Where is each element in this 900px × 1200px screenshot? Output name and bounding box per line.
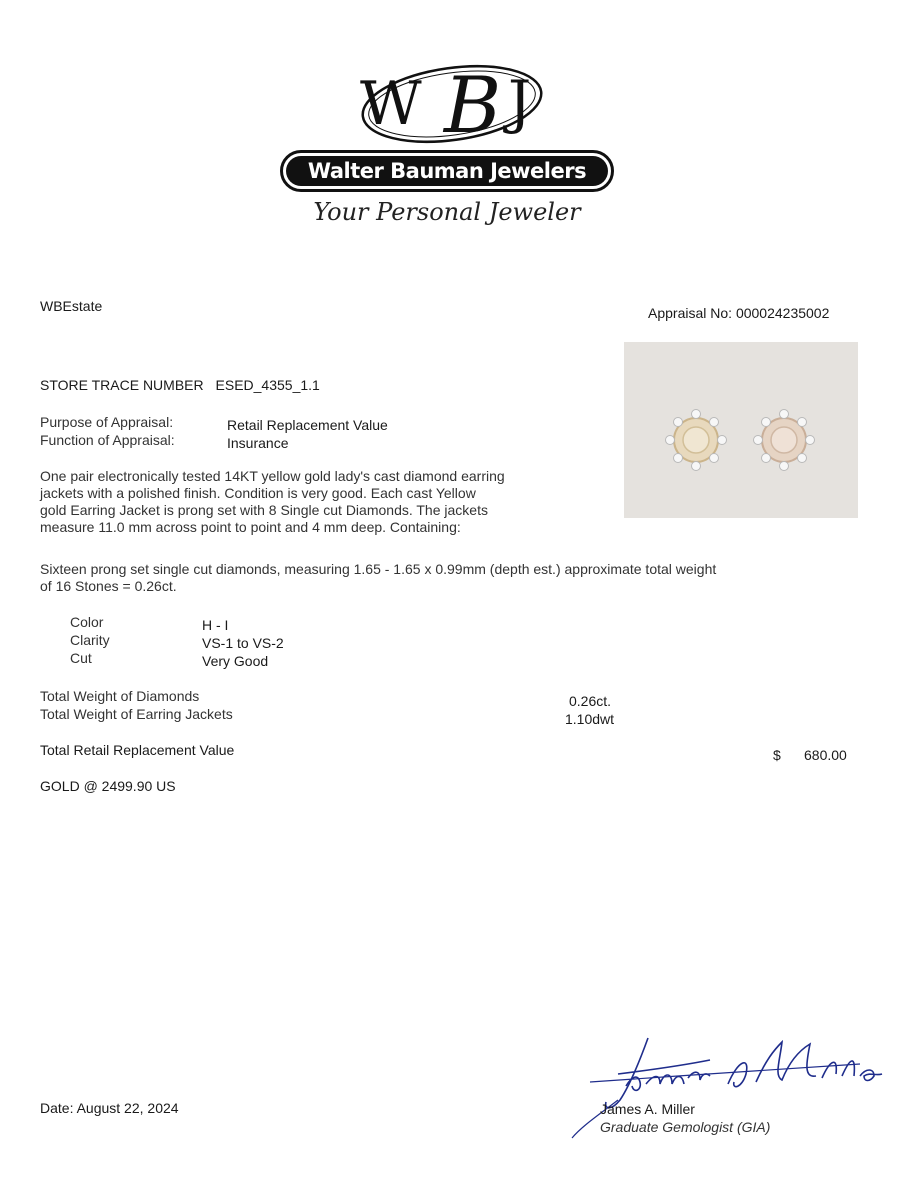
grade-label-color: Color — [70, 614, 104, 630]
purpose-label: Purpose of Appraisal: — [40, 414, 174, 430]
item-description — [40, 468, 620, 536]
weight-value-jackets: 1.10dwt — [565, 711, 615, 727]
signer-title: Graduate Gemologist (GIA) — [600, 1119, 771, 1135]
grade-value-color: H - I — [202, 617, 229, 633]
appraisal-number — [648, 305, 829, 321]
store-trace-label: STORE TRACE NUMBER — [40, 377, 204, 393]
svg-text:B: B — [444, 61, 502, 151]
weight-label-diamonds: Total Weight of Diamonds — [40, 688, 200, 704]
function-value: Insurance — [227, 435, 289, 451]
brand-name: Walter Bauman Jewelers — [286, 156, 608, 186]
description-line: measure 11.0 mm across point to point and 4 mm deep. Containing: — [40, 519, 461, 535]
total-value: 680.00 — [804, 747, 847, 763]
svg-text:J: J — [508, 68, 532, 136]
total-currency: $ — [773, 747, 781, 763]
grade-label-clarity: Clarity — [70, 632, 110, 648]
store-trace — [40, 377, 320, 393]
signer-name: James A. Miller — [600, 1101, 695, 1117]
description-line: One pair electronically tested 14KT yellow gold lady's cast diamond earring — [40, 468, 505, 484]
weight-value-diamonds: 0.26ct. — [569, 693, 612, 709]
earring-photo — [624, 342, 858, 518]
stones-description — [40, 561, 840, 595]
brand-tagline: Your Personal Jeweler — [313, 198, 581, 226]
total-label: Total Retail Replacement Value — [40, 742, 235, 758]
stones-line: Sixteen prong set single cut diamonds, measuring 1.65 - 1.65 x 0.99mm (depth est.) approximate total weight — [40, 561, 717, 577]
grade-label-cut: Cut — [70, 650, 92, 666]
grade-value-cut: Very Good — [202, 653, 269, 669]
grade-value-clarity: VS-1 to VS-2 — [202, 635, 284, 651]
gold-price: GOLD @ 2499.90 US — [40, 778, 176, 794]
appraisal-label: Appraisal No: — [648, 305, 733, 321]
logo-banner — [280, 150, 614, 192]
weight-label-jackets: Total Weight of Earring Jackets — [40, 706, 233, 722]
description-line: gold Earring Jacket is prong set with 8 Single cut Diamonds. The jackets — [40, 502, 488, 518]
stones-line: of 16 Stones = 0.26ct. — [40, 578, 177, 594]
store-trace-value: ESED_4355_1.1 — [215, 377, 320, 393]
description-line: jackets with a polished finish. Condition is very good. Each cast Yellow — [40, 485, 476, 501]
appraisal-value: 000024235002 — [735, 305, 830, 321]
function-label: Function of Appraisal: — [40, 432, 175, 448]
purpose-value: Retail Replacement Value — [227, 417, 388, 433]
logo-monogram — [340, 52, 560, 152]
account-name: WBEstate — [40, 298, 103, 314]
svg-text:W: W — [360, 69, 422, 139]
appraisal-date: Date: August 22, 2024 — [40, 1100, 179, 1116]
